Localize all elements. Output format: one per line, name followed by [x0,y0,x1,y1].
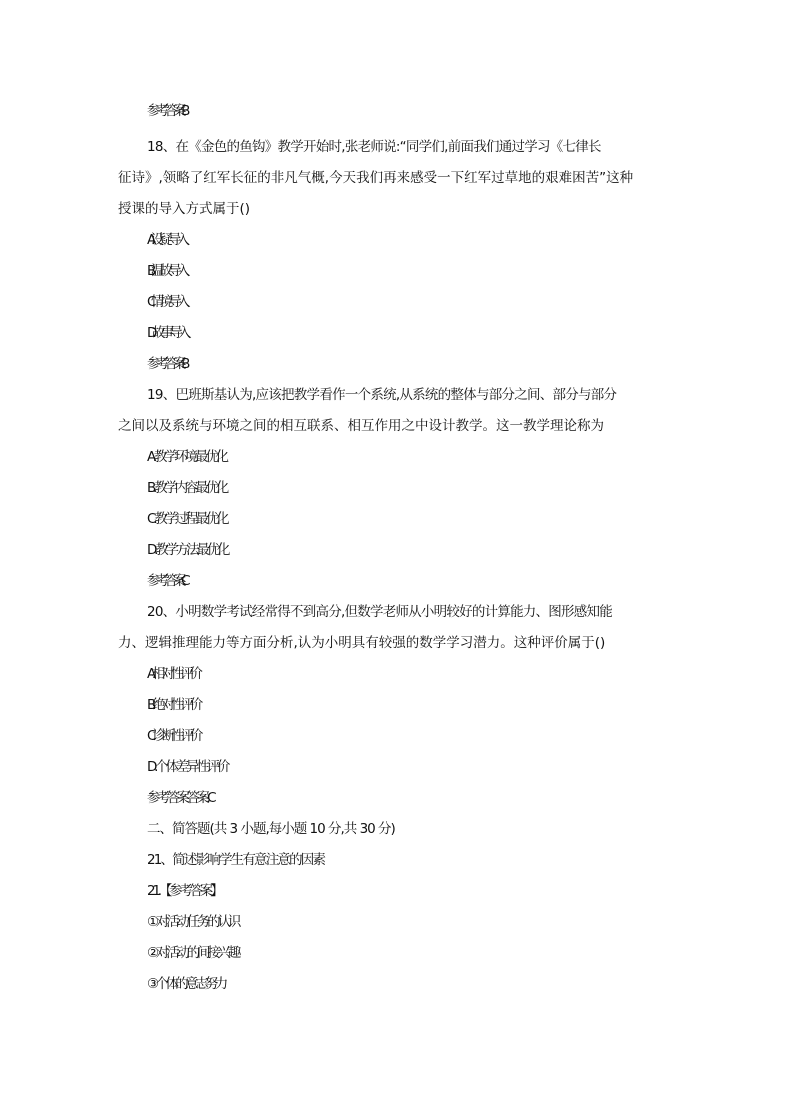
question-20-line-1: 20、小明数学考试经常得不到高分,但数学老师从小明较好的计算能力、图形感知能 [147,604,612,620]
question-19-line-2: 之间以及系统与环境之间的相互联系、相互作用之中设计教学。这一教学理论称为 [118,418,604,434]
question-20-line-2: 力、逻辑推理能力等方面分析,认为小明具有较强的数学学习潜力。这种评价属于() [118,635,606,651]
option-18-b: B.温故导入 [147,263,186,279]
answer-21-point-3: ③个体的意志努力 [147,976,225,992]
option-19-b: B.教学内容最优化 [147,480,227,496]
answer-18: 参考答案 B [147,356,186,372]
option-18-c: C.情境导入 [147,294,186,310]
question-19-line-1: 19、巴班斯基认为,应该把教学看作一个系统,从系统的整体与部分之间、部分与部分 [147,387,617,403]
answer-21-point-1: ①对活动任务的认识 [147,914,239,930]
option-20-a: A.相对性评价 [147,666,199,682]
question-18-line-3: 授课的导入方式属于() [118,201,251,217]
option-18-a: A.设疑导入 [147,232,186,248]
question-21: 21、简述影响学生有意注意的因素 [147,852,325,868]
option-20-b: B.绝对性评价 [147,697,200,713]
option-19-a: A.教学环境最优化 [147,449,226,465]
section-heading: 二、简答题(共 3 小题,每小题 10 分,共 30 分) [147,821,395,837]
option-19-c: C.教学过程最优化 [147,511,227,527]
question-18-line-1: 18、在《金色的鱼钩》教学开始时,张老师说:“同学们,前面我们通过学习《七律长 [147,139,601,155]
question-18-line-2: 征诗》,领略了红军长征的非凡气概,今天我们再来感受一下红军过草地的艰难困苦”这种 [118,170,634,186]
answer-17: 参考答案 B [147,103,186,119]
option-18-d: D.故事导入 [147,325,187,341]
option-20-c: C.诊断性评价 [147,728,200,744]
document-page [118,96,678,1000]
answer-21-point-2: ②对活动的间接兴趣 [147,945,239,961]
answer-19: 参考答案 C [147,573,186,589]
option-19-d: D.教学方法最优化 [147,542,228,558]
option-20-d: D.个体差异性评价 [147,759,228,775]
answer-20: 参考答案答案:C [147,790,213,806]
answer-21-heading: 21.【参考答案】 [147,883,221,899]
